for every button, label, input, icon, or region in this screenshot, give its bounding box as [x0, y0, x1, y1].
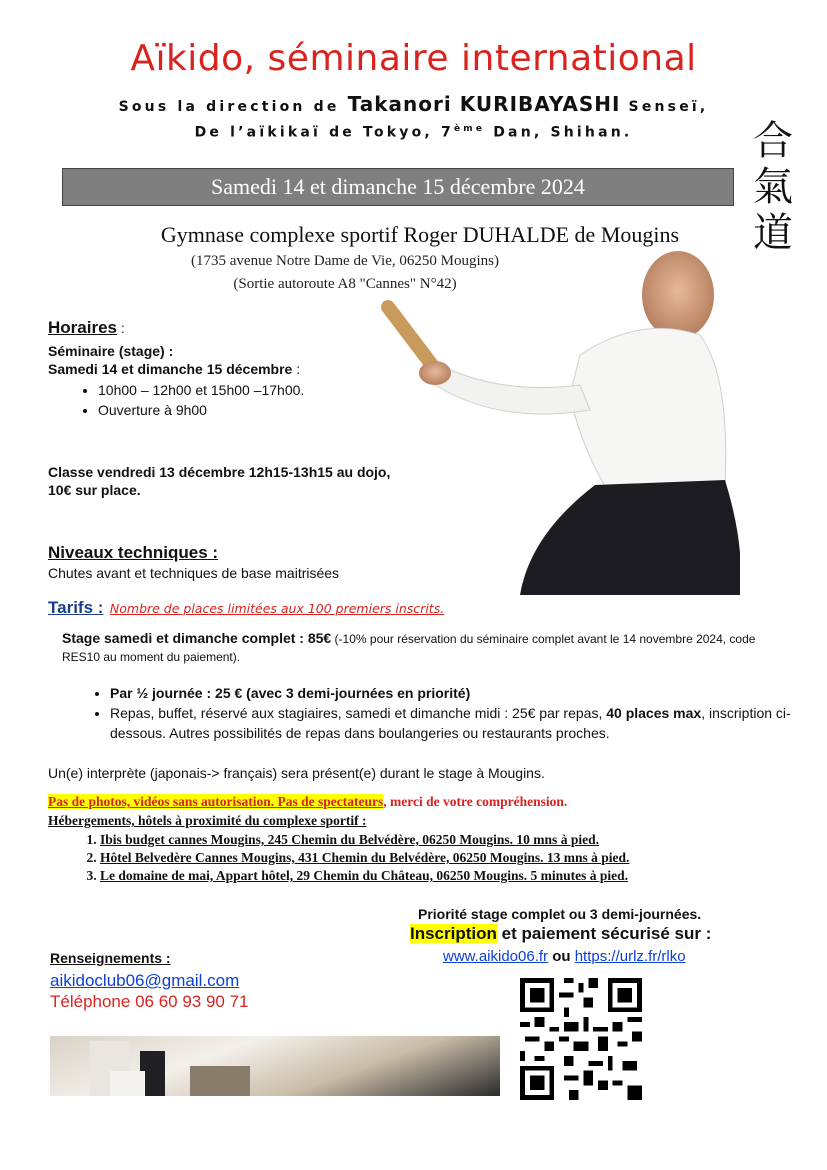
registration-links	[443, 948, 686, 965]
links-ou: ou	[548, 948, 575, 965]
kanji-ki: 氣	[753, 164, 793, 210]
email-link[interactable]: aikidoclub06@gmail.com	[50, 971, 240, 990]
stage-price-note: (-10% pour réservation du séminaire complet avant le 14 novembre 2024, code RES10 au moment du paiement).	[62, 632, 756, 664]
stage-price-label: Stage samedi et dimanche complet : 85€	[62, 630, 332, 646]
site-link-aikido06[interactable]: www.aikido06.fr	[443, 948, 549, 965]
direction-prefix: Sous la direction de	[118, 99, 340, 115]
classe-info	[48, 463, 390, 499]
venue-exit: (Sortie autoroute A8 "Cannes" N°42)	[233, 276, 457, 292]
meals-max: 40 places max	[606, 705, 702, 721]
list-item: 1. Ibis budget cannes Mougins, 245 Chemin du Belvédère, 06250 Mougins. 10 mns à pied.	[100, 831, 800, 849]
dan-text: Dan, Shihan.	[485, 124, 633, 141]
seminaire-label: Séminaire (stage) :	[48, 343, 174, 359]
list-item: 2. Hôtel Belvedère Cannes Mougins, 431 Chemin du Belvédère, 06250 Mougins. 13 mns à pied.	[100, 849, 800, 867]
meals-rest: , inscription ci-dessous. Autres possibilités de repas dans boulangeries ou restaurants proches.	[110, 705, 791, 741]
list-item	[110, 703, 825, 743]
interpreter-note: Un(e) interprète (japonais-> français) sera présent(e) durant le stage à Mougins.	[48, 765, 545, 781]
page-title: Aïkido, séminaire international	[130, 38, 697, 79]
list-item: • 10h00 – 12h00 et 15h00 –17h00.	[98, 380, 304, 400]
list-item: • Ouverture à 9h00	[98, 400, 304, 420]
horaires-heading-row	[48, 318, 125, 338]
sensei-photo	[380, 245, 740, 600]
kanji-ai: 合	[753, 118, 793, 164]
classe-line-1: Classe vendredi 13 décembre 12h15-13h15 au dojo,	[48, 464, 391, 480]
photo-notice-rest: , merci de votre compréhension.	[383, 794, 568, 809]
horaires-colon: :	[116, 320, 125, 336]
inscription-rest: et paiement sécurisé sur :	[496, 924, 712, 943]
direction-suffix: Senseï,	[628, 99, 709, 115]
stage-price	[62, 630, 782, 666]
aikikai-text: De l’aïkikaï de Tokyo, 7	[194, 124, 454, 141]
horaires-list	[48, 380, 304, 420]
meals-text: Repas, buffet, réservé aux stagiaires, samedi et dimanche midi : 25€ par repas,	[110, 705, 607, 721]
aikikai-line	[0, 124, 827, 141]
list-item: 3. Le domaine de mai, Appart hôtel, 29 Chemin du Château, 06250 Mougins. 5 minutes à pied.	[100, 867, 800, 885]
direction-line	[0, 92, 827, 116]
venue-name: Gymnase complexe sportif Roger DUHALDE de Mougins	[160, 222, 680, 247]
hotels-list	[0, 831, 800, 885]
tarifs-heading-row	[48, 598, 444, 618]
phone-number: Téléphone 06 60 93 90 71	[50, 992, 249, 1011]
niveaux-heading: Niveaux techniques :	[48, 543, 219, 562]
photo-notice-highlight: Pas de photos, vidéos sans autorisation. Pas de spectateurs	[48, 794, 384, 809]
bottom-photo-figures	[50, 1036, 500, 1096]
kanji-do: 道	[753, 210, 793, 256]
photo-notice	[48, 794, 567, 810]
places-limit-notice: Nombre de places limitées aux 100 premiers inscrits.	[109, 601, 445, 616]
inscription-line	[410, 924, 711, 944]
horaires-heading: Horaires	[48, 318, 117, 337]
dates-subheading-text: Samedi 14 et dimanche 15 décembre	[48, 361, 293, 377]
dates-subheading-colon: :	[292, 361, 301, 377]
tarifs-heading: Tarifs	[48, 598, 94, 617]
teacher-first-name: Takanori	[347, 92, 452, 116]
tarifs-list	[60, 683, 825, 743]
inscription-word: Inscription	[410, 924, 497, 943]
teacher-last-name: KURIBAYASHI	[459, 92, 621, 116]
venue-address: (1735 avenue Notre Dame de Vie, 06250 Mougins)	[191, 253, 499, 269]
priority-note: Priorité stage complet ou 3 demi-journées.	[418, 906, 702, 922]
tarifs-colon: :	[93, 598, 104, 617]
list-item: • Par ½ journée : 25 € (avec 3 demi-journées en priorité)	[110, 683, 825, 703]
site-link-urlz[interactable]: https://urlz.fr/rlko	[574, 948, 686, 965]
niveaux-text: Chutes avant et techniques de base maitrisées	[48, 565, 340, 581]
dates-subheading	[48, 361, 300, 377]
date-banner: Samedi 14 et dimanche 15 décembre 2024	[62, 168, 734, 206]
qr-code[interactable]	[520, 978, 642, 1100]
classe-line-2: 10€ sur place.	[48, 482, 141, 498]
hebergements-section	[0, 831, 800, 885]
bottom-photo	[50, 1036, 500, 1096]
dan-superscript: ème	[453, 124, 486, 134]
renseignements-heading: Renseignements :	[50, 950, 171, 966]
hebergements-heading: Hébergements, hôtels à proximité du complexe sportif :	[48, 813, 367, 828]
